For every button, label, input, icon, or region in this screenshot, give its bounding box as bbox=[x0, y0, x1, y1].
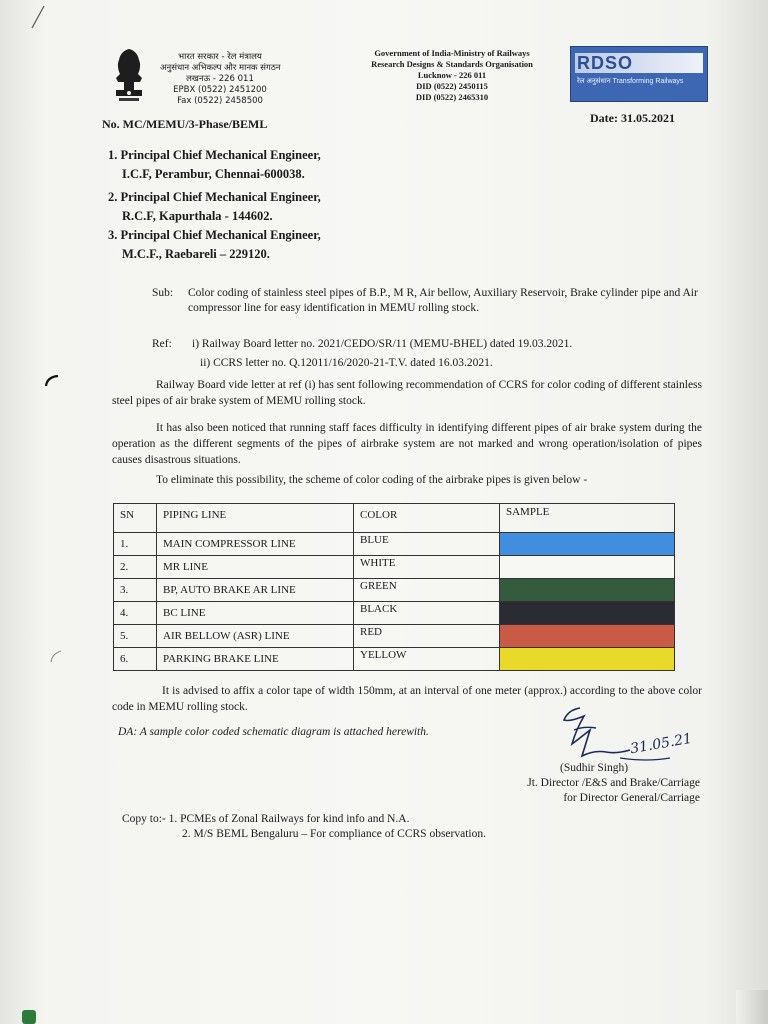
paragraph-1: Railway Board vide letter at ref (i) has sent following recommendation of CCRS for color coding of different stainless steel pipes of air brake system of MEMU rolling stock. bbox=[112, 379, 702, 407]
addressee-2 bbox=[108, 188, 321, 226]
did-line: DID (0522) 2450115 bbox=[416, 81, 488, 91]
table-row bbox=[114, 579, 675, 602]
pencil-mark bbox=[46, 648, 64, 664]
subject-label: Sub: bbox=[152, 287, 174, 299]
org-line: Research Designs & Standards Organisation bbox=[371, 59, 533, 69]
logo-tagline: रेल अनुसंधान Transforming Railways bbox=[577, 78, 684, 85]
row-sn: 4. bbox=[114, 602, 157, 625]
row-color: RED bbox=[354, 625, 500, 648]
header-sn: SN bbox=[114, 504, 157, 533]
copy-to-line: 2. M/S BEML Bengaluru – For compliance of CCRS observation. bbox=[182, 828, 486, 840]
header-piping-line: PIPING LINE bbox=[157, 504, 354, 533]
hindi-header bbox=[160, 52, 280, 107]
table-header-row bbox=[114, 504, 675, 533]
letter-date: Date: 31.05.2021 bbox=[590, 111, 675, 125]
rdso-logo bbox=[570, 46, 708, 102]
row-sn: 6. bbox=[114, 648, 157, 671]
table-row bbox=[114, 625, 675, 648]
paragraph-4: It is advised to affix a color tape of width 150mm, at an interval of one meter (approx.) according to the above color code in MEMU rolling stock. bbox=[112, 685, 702, 713]
row-color: BLUE bbox=[354, 533, 500, 556]
row-sn: 3. bbox=[114, 579, 157, 602]
addressee-title: 3. Principal Chief Mechanical Engineer, bbox=[108, 228, 321, 242]
row-piping-line: MR LINE bbox=[157, 556, 354, 579]
logo-word: RDSO bbox=[577, 53, 634, 73]
addressee-address: I.C.F, Perambur, Chennai-600038. bbox=[122, 167, 305, 181]
phone-line: EPBX (0522) 2451200 bbox=[173, 85, 267, 95]
hindi-line: अनुसंधान अभिकल्प और मानक संगठन bbox=[160, 63, 281, 73]
letter-number: No. MC/MEMU/3-Phase/BEML bbox=[102, 117, 268, 131]
paragraph-2: It has also been noticed that running staff faces difficulty in identifying different pipes of air brake system during the operation as the different segments of the pipes of airbrake system are not marked and wrong operation/isolation of pipes causes disastrous situations. bbox=[112, 422, 702, 466]
row-color: WHITE bbox=[354, 556, 500, 579]
enclosure-note: DA: A sample color coded schematic diagram is attached herewith. bbox=[118, 726, 429, 738]
pipe-color-table bbox=[113, 503, 675, 671]
reference-item: i) Railway Board letter no. 2021/CEDO/SR/11 (MEMU-BHEL) dated 19.03.2021. bbox=[192, 338, 573, 350]
row-sn: 1. bbox=[114, 533, 157, 556]
english-header bbox=[352, 48, 552, 103]
addressee-address: R.C.F, Kapurthala - 144602. bbox=[122, 209, 273, 223]
addressee-title: 1. Principal Chief Mechanical Engineer, bbox=[108, 148, 321, 162]
header-color: COLOR bbox=[354, 504, 500, 533]
corner-marker bbox=[22, 1010, 36, 1024]
reference-item: ii) CCRS letter no. Q.12011/16/2020-21-T.V. dated 16.03.2021. bbox=[200, 357, 493, 369]
row-sn: 5. bbox=[114, 625, 157, 648]
addressee-title: 2. Principal Chief Mechanical Engineer, bbox=[108, 190, 321, 204]
signatory-designation bbox=[470, 776, 700, 806]
subject-text: Color coding of stainless steel pipes of B.P., M R, Air bellow, Auxiliary Reservoir, Brake cylinder pipe and Air compressor line for easy identification in MEMU rolling stock. bbox=[188, 287, 698, 314]
row-piping-line: MAIN COMPRESSOR LINE bbox=[157, 533, 354, 556]
handwritten-date: 31.05.21 bbox=[629, 730, 694, 758]
row-color: YELLOW bbox=[354, 648, 500, 671]
color-swatch bbox=[500, 625, 675, 648]
paragraph-3: To eliminate this possibility, the scheme of color coding of the airbrake pipes is given below - bbox=[156, 474, 588, 486]
row-sn: 2. bbox=[114, 556, 157, 579]
row-color: BLACK bbox=[354, 602, 500, 625]
signatory-name: (Sudhir Singh) bbox=[560, 762, 629, 774]
row-piping-line: PARKING BRAKE LINE bbox=[157, 648, 354, 671]
color-swatch bbox=[500, 579, 675, 602]
color-swatch bbox=[500, 556, 675, 579]
table-row bbox=[114, 533, 675, 556]
copy-to-line: Copy to:- 1. PCMEs of Zonal Railways for kind info and N.A. bbox=[122, 813, 410, 825]
row-color: GREEN bbox=[354, 579, 500, 602]
national-emblem-icon bbox=[108, 46, 150, 108]
designation-line: for Director General/Carriage bbox=[563, 792, 700, 804]
table-row bbox=[114, 648, 675, 671]
addressee-1 bbox=[108, 146, 321, 184]
row-piping-line: AIR BELLOW (ASR) LINE bbox=[157, 625, 354, 648]
color-swatch bbox=[500, 648, 675, 671]
row-piping-line: BC LINE bbox=[157, 602, 354, 625]
page-corner-shadow bbox=[736, 990, 768, 1024]
addressee-3 bbox=[108, 226, 321, 264]
city-line: Lucknow - 226 011 bbox=[417, 70, 487, 80]
header-sample: SAMPLE bbox=[500, 504, 675, 533]
hindi-line: भारत सरकार - रेल मंत्रालय bbox=[178, 52, 262, 62]
designation-line: Jt. Director /E&S and Brake/Carriage bbox=[527, 777, 700, 789]
addressee-address: M.C.F., Raebareli – 229120. bbox=[122, 247, 270, 261]
color-swatch bbox=[500, 533, 675, 556]
org-line: Government of India-Ministry of Railways bbox=[374, 48, 530, 58]
copy-to bbox=[122, 812, 486, 842]
hindi-line: लखनऊ - 226 011 bbox=[186, 74, 254, 84]
fax-line: Fax (0522) 2458500 bbox=[177, 96, 263, 106]
table-row bbox=[114, 602, 675, 625]
reference-label: Ref: bbox=[152, 338, 172, 350]
did-line: DID (0522) 2465310 bbox=[415, 92, 489, 102]
row-piping-line: BP, AUTO BRAKE AR LINE bbox=[157, 579, 354, 602]
ink-mark bbox=[42, 372, 62, 388]
table-row bbox=[114, 556, 675, 579]
pen-mark bbox=[28, 4, 48, 30]
color-swatch bbox=[500, 602, 675, 625]
